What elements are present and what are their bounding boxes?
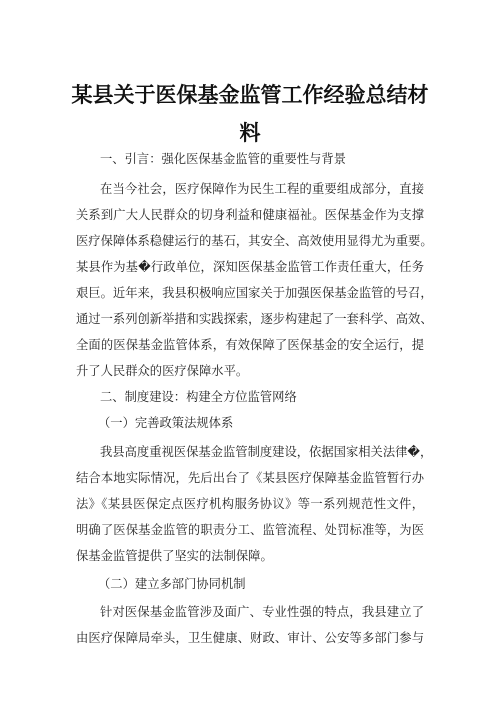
- paragraph-line: 结合本地实际情况，先后出台了《某县医疗保障基金监管暂行办: [76, 471, 424, 485]
- section-1-heading: 一、引言：强化医保基金监管的重要性与背景: [100, 152, 346, 166]
- paragraph-line: 医疗保障体系稳健运行的基石，其安全、高效使用显得尤为重要。: [76, 234, 433, 248]
- paragraph-line: 法》《某县医保定点医疗机构服务协议》等一系列规范性文件，: [76, 497, 424, 511]
- document-title-line-1: 某县关于医保基金监管工作经验总结材: [71, 83, 429, 107]
- paragraph-line: 我县高度重视医保基金监管制度建设，依据国家相关法律�，: [100, 445, 433, 459]
- paragraph-line: 由医疗保障局牵头，卫生健康、财政、审计、公安等多部门参与: [76, 631, 424, 645]
- paragraph-line: 艰巨。近年来，我县积极响应国家关于加强医保基金监管的号召，: [76, 286, 433, 300]
- paragraph-line: 通过一系列创新举措和实践探索，逐步构建起了一套科学、高效、: [76, 312, 433, 326]
- subsection-1-heading: （一）完善政策法规体系: [98, 416, 234, 430]
- paragraph-line: 明确了医保基金监管的职责分工、监管流程、处罚标准等，为医: [76, 523, 424, 537]
- paragraph-line: 保基金监管提供了坚实的法制保障。: [76, 549, 273, 563]
- paragraph-line: 关系到广大人民群众的切身利益和健康福祉。医保基金作为支撑: [76, 208, 424, 222]
- paragraph-line: 在当今社会，医疗保障作为民生工程的重要组成部分，直接: [100, 182, 424, 196]
- section-2-heading: 二、制度建设：构建全方位监管网络: [100, 390, 297, 404]
- subsection-2-heading: （二）建立多部门协同机制: [98, 577, 246, 591]
- paragraph-line: 某县作为基�行政单位，深知医保基金监管工作责任重大，任务: [76, 260, 424, 274]
- paragraph-line: 针对医保基金监管涉及面广、专业性强的特点，我县建立了: [100, 605, 424, 619]
- paragraph-line: 全面的医保基金监管体系，有效保障了医保基金的安全运行，提: [76, 338, 424, 352]
- paragraph-line: 升了人民群众的医疗保障水平。: [76, 364, 249, 378]
- document-title-line-2: 料: [239, 121, 261, 145]
